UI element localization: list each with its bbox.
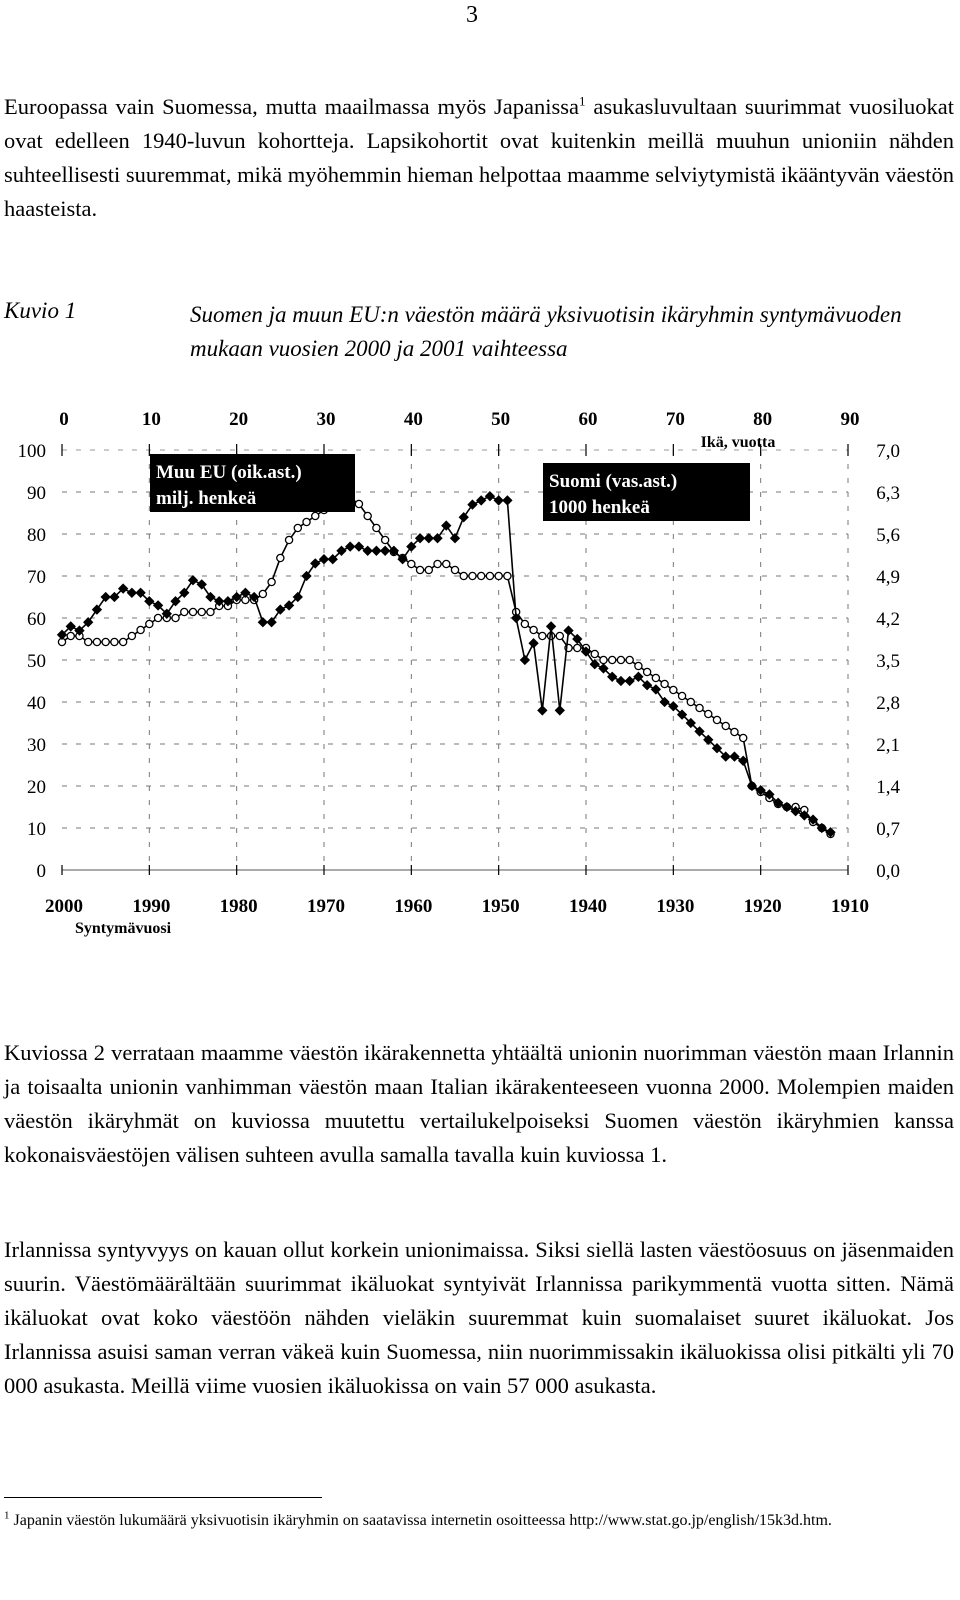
suomi-data-point bbox=[782, 802, 791, 811]
muu-eu-data-point bbox=[85, 638, 92, 645]
top-axis-tick-label: 50 bbox=[491, 409, 511, 430]
bottom-axis-tick-label: 1910 bbox=[831, 896, 869, 917]
muu-eu-data-point bbox=[172, 614, 179, 621]
suomi-data-point bbox=[188, 576, 197, 585]
intro-paragraph bbox=[4, 90, 954, 226]
muu-eu-data-point bbox=[661, 680, 668, 687]
muu-eu-data-point bbox=[600, 656, 607, 663]
top-axis-tick-label: 80 bbox=[753, 409, 773, 430]
muu-eu-data-point bbox=[469, 572, 476, 579]
right-axis-tick-label: 6,3 bbox=[876, 483, 900, 504]
muu-eu-data-point bbox=[382, 536, 389, 543]
muu-eu-data-point bbox=[670, 686, 677, 693]
left-axis-tick-label: 30 bbox=[27, 735, 46, 756]
right-axis-tick-label: 4,9 bbox=[876, 567, 900, 588]
left-axis-tick-label: 40 bbox=[27, 693, 46, 714]
left-axis-tick-label: 70 bbox=[27, 567, 46, 588]
suomi-data-point bbox=[730, 752, 739, 761]
left-axis-tick-label: 80 bbox=[27, 525, 46, 546]
suomi-data-point bbox=[302, 571, 311, 580]
suomi-data-point bbox=[363, 546, 372, 555]
suomi-data-point bbox=[372, 546, 381, 555]
suomi-data-point bbox=[381, 546, 390, 555]
muu-eu-data-point bbox=[181, 608, 188, 615]
suomi-data-point bbox=[311, 559, 320, 568]
muu-eu-data-point bbox=[652, 674, 659, 681]
muu-eu-data-point bbox=[451, 566, 458, 573]
muu-eu-data-point bbox=[705, 710, 712, 717]
muu-eu-data-point bbox=[312, 512, 319, 519]
muu-eu-data-point bbox=[355, 500, 362, 507]
top-axis-title: Ikä, vuotta bbox=[700, 434, 776, 451]
muu-eu-data-point bbox=[644, 668, 651, 675]
suomi-data-point bbox=[101, 592, 110, 601]
suomi-data-point bbox=[616, 676, 625, 685]
muu-eu-data-point bbox=[609, 656, 616, 663]
bottom-axis-tick-label: 1950 bbox=[481, 896, 520, 917]
legend-suomi-line1: Suomi (vas.ast.) bbox=[549, 471, 678, 492]
right-axis-tick-label: 7,0 bbox=[876, 441, 900, 462]
muu-eu-data-point bbox=[67, 632, 74, 639]
top-axis-tick-label: 0 bbox=[59, 409, 69, 430]
chart-legend bbox=[150, 454, 750, 521]
muu-eu-data-point bbox=[731, 728, 738, 735]
top-axis-tick-label: 30 bbox=[316, 409, 336, 430]
top-axis-tick-label: 90 bbox=[840, 409, 860, 430]
suomi-data-point bbox=[660, 697, 669, 706]
muu-eu-data-point bbox=[408, 560, 415, 567]
footnote bbox=[4, 1508, 944, 1533]
muu-eu-data-point bbox=[521, 620, 528, 627]
paragraph-3: Irlannissa syntyvyys on kauan ollut korkein unionimaissa. Siksi siellä lasten väestöosuus on jäsenmaiden suurin. Väestömäärältään suurimmat ikäluokat syntyivät Irlannissa parikymmentä vuotta sitten. Nämä ikäluokat ovat koko väestöön nähden vieläkin suuremmat kuin suomalaiset suuret ikäluokat. Jos Irlannissa asuisi saman verran väkeä kuin Suomessa, niin nuorimmissakin ikäluokissa olisi pitkälti yli 70 000 asukasta. Meillä viime vuosien ikäluokissa on vain 57 000 asukasta. bbox=[4, 1237, 954, 1398]
top-axis-tick-label: 10 bbox=[141, 409, 161, 430]
suomi-data-point bbox=[520, 655, 529, 664]
suomi-data-point bbox=[197, 580, 206, 589]
right-axis-tick-label: 3,5 bbox=[876, 651, 900, 672]
muu-eu-data-point bbox=[696, 704, 703, 711]
muu-eu-data-point bbox=[617, 656, 624, 663]
right-axis-tick-label: 2,8 bbox=[876, 693, 900, 714]
footnote-text: Japanin väestön lukumäärä yksivuotisin ikäryhmin on saatavissa internetin osoitteessa http://www.stat.go.jp/english/15k3d.htm. bbox=[9, 1512, 832, 1529]
muu-eu-data-point bbox=[574, 644, 581, 651]
footnote-number: 1 bbox=[4, 1509, 10, 1522]
bottom-axis-title: Syntymävuosi bbox=[75, 920, 172, 937]
muu-eu-data-point bbox=[154, 614, 161, 621]
left-axis-tick-label: 20 bbox=[27, 777, 46, 798]
suomi-data-point bbox=[538, 706, 547, 715]
muu-eu-data-point bbox=[539, 632, 546, 639]
suomi-data-point bbox=[267, 618, 276, 627]
footnote-reference: 1 bbox=[579, 93, 586, 109]
muu-eu-data-point bbox=[259, 590, 266, 597]
top-axis-tick-label: 20 bbox=[229, 409, 249, 430]
suomi-data-point bbox=[503, 496, 512, 505]
suomi-data-point bbox=[459, 513, 468, 522]
suomi-data-point bbox=[319, 555, 328, 564]
suomi-data-point bbox=[450, 534, 459, 543]
bottom-axis-tick-label: 1970 bbox=[307, 896, 345, 917]
bottom-axis-tick-label: 1990 bbox=[132, 896, 171, 917]
muu-eu-data-point bbox=[460, 572, 467, 579]
muu-eu-data-point bbox=[495, 572, 502, 579]
legend-muu-eu-line2: milj. henkeä bbox=[156, 488, 257, 509]
muu-eu-data-point bbox=[530, 626, 537, 633]
muu-eu-data-point bbox=[478, 572, 485, 579]
population-chart bbox=[0, 395, 960, 955]
bottom-axis-tick-label: 1930 bbox=[656, 896, 695, 917]
muu-eu-data-point bbox=[137, 626, 144, 633]
suomi-data-point bbox=[494, 496, 503, 505]
left-axis-tick-label: 50 bbox=[27, 651, 46, 672]
muu-eu-data-point bbox=[635, 662, 642, 669]
muu-eu-data-point bbox=[364, 512, 371, 519]
muu-eu-data-point bbox=[740, 734, 747, 741]
muu-eu-data-point bbox=[687, 698, 694, 705]
figure-title: Suomen ja muun EU:n väestön määrä yksivuotisin ikäryhmin syntymävuoden mukaan vuosien 2000 ja 2001 vaihteessa bbox=[190, 302, 902, 361]
suomi-data-point bbox=[258, 618, 267, 627]
right-axis-tick-label: 1,4 bbox=[876, 777, 900, 798]
suomi-data-point bbox=[747, 781, 756, 790]
series-line-suomi bbox=[62, 496, 831, 832]
top-axis-tick-label: 40 bbox=[403, 409, 423, 430]
muu-eu-data-point bbox=[678, 692, 685, 699]
muu-eu-data-point bbox=[425, 566, 432, 573]
series-line-muu-eu bbox=[62, 498, 831, 834]
muu-eu-data-point bbox=[268, 578, 275, 585]
muu-eu-data-point bbox=[504, 572, 511, 579]
suomi-data-point bbox=[546, 622, 555, 631]
bottom-axis-tick-label: 1980 bbox=[219, 896, 258, 917]
muu-eu-data-point bbox=[111, 638, 118, 645]
muu-eu-data-point bbox=[713, 716, 720, 723]
muu-eu-data-point bbox=[722, 722, 729, 729]
page-number: 3 bbox=[466, 2, 478, 28]
muu-eu-data-point bbox=[146, 620, 153, 627]
intro-text-after: asukasluvultaan suurimmat vuosiluokat ovat edelleen 1940-luvun kohortteja. Lapsikohortit ovat kuitenkin meillä muuhun unioniin nähden suhteellisesti suuremmat, mikä myöhemmin hieman helpottaa maamme selviytymistä ikääntyvän väestön haasteista. bbox=[4, 94, 955, 221]
muu-eu-data-point bbox=[626, 656, 633, 663]
right-axis-tick-label: 4,2 bbox=[876, 609, 900, 630]
muu-eu-data-point bbox=[294, 524, 301, 531]
muu-eu-data-point bbox=[198, 608, 205, 615]
muu-eu-data-point bbox=[207, 608, 214, 615]
bottom-axis-tick-label: 1920 bbox=[743, 896, 782, 917]
bottom-axis-tick-label: 1940 bbox=[569, 896, 607, 917]
right-axis-tick-label: 0,7 bbox=[876, 819, 900, 840]
left-axis-tick-label: 0 bbox=[36, 861, 46, 882]
figure-label: Kuvio 1 bbox=[4, 298, 77, 323]
suomi-data-point bbox=[625, 676, 634, 685]
muu-eu-data-point bbox=[434, 560, 441, 567]
left-axis-tick-label: 10 bbox=[27, 819, 46, 840]
left-axis-tick-label: 90 bbox=[27, 483, 46, 504]
muu-eu-data-point bbox=[128, 632, 135, 639]
suomi-data-point bbox=[555, 706, 564, 715]
bottom-axis-tick-label: 2000 bbox=[45, 896, 83, 917]
muu-eu-data-point bbox=[102, 638, 109, 645]
muu-eu-data-point bbox=[93, 638, 100, 645]
suomi-data-point bbox=[346, 542, 355, 551]
suomi-data-point bbox=[433, 534, 442, 543]
intro-text-before: Euroopassa vain Suomessa, mutta maailmassa myös Japanissa bbox=[4, 94, 580, 119]
right-axis-tick-label: 0,0 bbox=[876, 861, 900, 882]
muu-eu-data-point bbox=[443, 560, 450, 567]
muu-eu-data-point bbox=[486, 572, 493, 579]
left-axis-tick-label: 60 bbox=[27, 609, 46, 630]
muu-eu-data-point bbox=[591, 650, 598, 657]
muu-eu-data-point bbox=[303, 518, 310, 525]
suomi-data-point bbox=[485, 492, 494, 501]
muu-eu-data-point bbox=[277, 554, 284, 561]
top-axis-tick-label: 60 bbox=[578, 409, 598, 430]
muu-eu-data-point bbox=[285, 536, 292, 543]
suomi-data-point bbox=[206, 592, 215, 601]
legend-muu-eu-line1: Muu EU (oik.ast.) bbox=[156, 462, 302, 483]
muu-eu-data-point bbox=[373, 524, 380, 531]
chart-axes bbox=[18, 409, 901, 937]
paragraph-2: Kuviossa 2 verrataan maamme väestön ikärakennetta yhtäältä unionin nuorimman väestön maan Irlannin ja toisaalta unionin vanhimman väestön maan Italian ikärakenteeseen vuonna 2000. Molempien maiden väestön ikäryhmät on kuviossa muutettu vertailukelpoiseksi Suomen väestön ikäryhmien kanssa kokonaisväestöjen välisen suhteen avulla samalla tavalla kuin kuviossa 1. bbox=[4, 1040, 954, 1167]
muu-eu-data-point bbox=[120, 638, 127, 645]
right-axis-tick-label: 5,6 bbox=[876, 525, 900, 546]
suomi-data-point bbox=[512, 613, 521, 622]
suomi-data-point bbox=[241, 588, 250, 597]
muu-eu-data-point bbox=[416, 566, 423, 573]
muu-eu-data-point bbox=[556, 632, 563, 639]
suomi-data-point bbox=[529, 639, 538, 648]
suomi-data-point bbox=[424, 534, 433, 543]
bottom-axis-tick-label: 1960 bbox=[394, 896, 433, 917]
left-axis-tick-label: 100 bbox=[17, 441, 46, 462]
top-axis-tick-label: 70 bbox=[665, 409, 685, 430]
muu-eu-data-point bbox=[189, 608, 196, 615]
suomi-data-point bbox=[127, 588, 136, 597]
suomi-data-point bbox=[477, 496, 486, 505]
suomi-data-point bbox=[354, 542, 363, 551]
suomi-data-point bbox=[468, 500, 477, 509]
legend-suomi-line2: 1000 henkeä bbox=[549, 497, 650, 518]
footnote-divider bbox=[4, 1497, 322, 1498]
right-axis-tick-label: 2,1 bbox=[876, 735, 900, 756]
